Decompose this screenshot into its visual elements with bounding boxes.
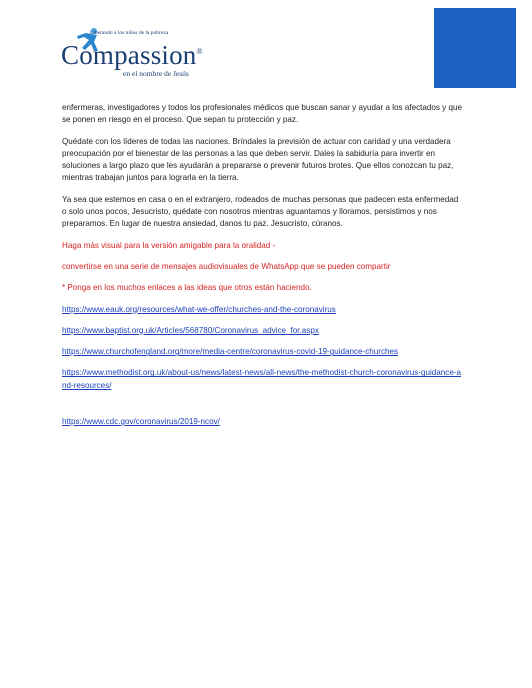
link-baptist[interactable]: https://www.baptist.org.uk/Articles/568780/Coronavirus_advice_for.aspx bbox=[62, 325, 319, 335]
link-eauk[interactable]: https://www.eauk.org/resources/what-we-offer/churches-and-the-coronavirus bbox=[62, 304, 336, 314]
document-body bbox=[62, 102, 462, 437]
link-methodist[interactable]: https://www.methodist.org.uk/about-us/news/latest-news/all-news/the-methodist-church-coronavirus-guidance-and-resources/ bbox=[62, 368, 462, 390]
editor-note: * Ponga en los muchos enlaces a las ideas que otros están haciendo. bbox=[62, 283, 312, 293]
link-cdc[interactable]: https://www.cdc.gov/coronavirus/2019-ncov/ bbox=[62, 417, 220, 427]
blue-corner-block bbox=[434, 8, 516, 88]
paragraph: Quédate con los líderes de todas las naciones. Bríndales la previsión de actuar con caridad y una verdadera preocupación por el bienestar de las personas a las que deben servir. Dales la sabiduría para invertir en soluciones a largo plazo que les ayudarán a prepararse o prevenir futuros brotes. Que ellos conozcan tu paz, mientras trabajan juntos para lograrla en la tierra. bbox=[62, 136, 454, 183]
paragraph: enfermeras, investigadores y todos los profesionales médicos que buscan sanar y ayudar a los afectados y que se ponen en riesgo en el proceso. Que sepan tu protección y paz. bbox=[62, 103, 462, 125]
editor-note: Haga más visual para la versión amigable para la oralidad - bbox=[62, 240, 276, 250]
link-church-of-england[interactable]: https://www.churchofengland.org/more/media-centre/coronavirus-covid-19-guidance-churches bbox=[62, 347, 399, 357]
editor-note: convertirse en una serie de mensajes audiovisuales de WhatsApp que se pueden compartir bbox=[62, 261, 391, 271]
logo-wordmark: Compassion® bbox=[61, 40, 203, 70]
paragraph: Ya sea que estemos en casa o en el extranjero, rodeados de muchas personas que padecen esta enfermedad o solo unos pocos, Jesucristo, quédate con nosotros mientras aguantamos y lloramos, persistimos y nos preparamos. En lugar de nuestra ansiedad, danos tu paz. Jesucristo, cúranos. bbox=[62, 194, 459, 229]
compassion-logo bbox=[60, 28, 203, 80]
logo-tagline: Liberando a los niños de la pobreza bbox=[90, 30, 169, 36]
logo-subtitle: en el nombre de Jesús bbox=[123, 69, 189, 78]
